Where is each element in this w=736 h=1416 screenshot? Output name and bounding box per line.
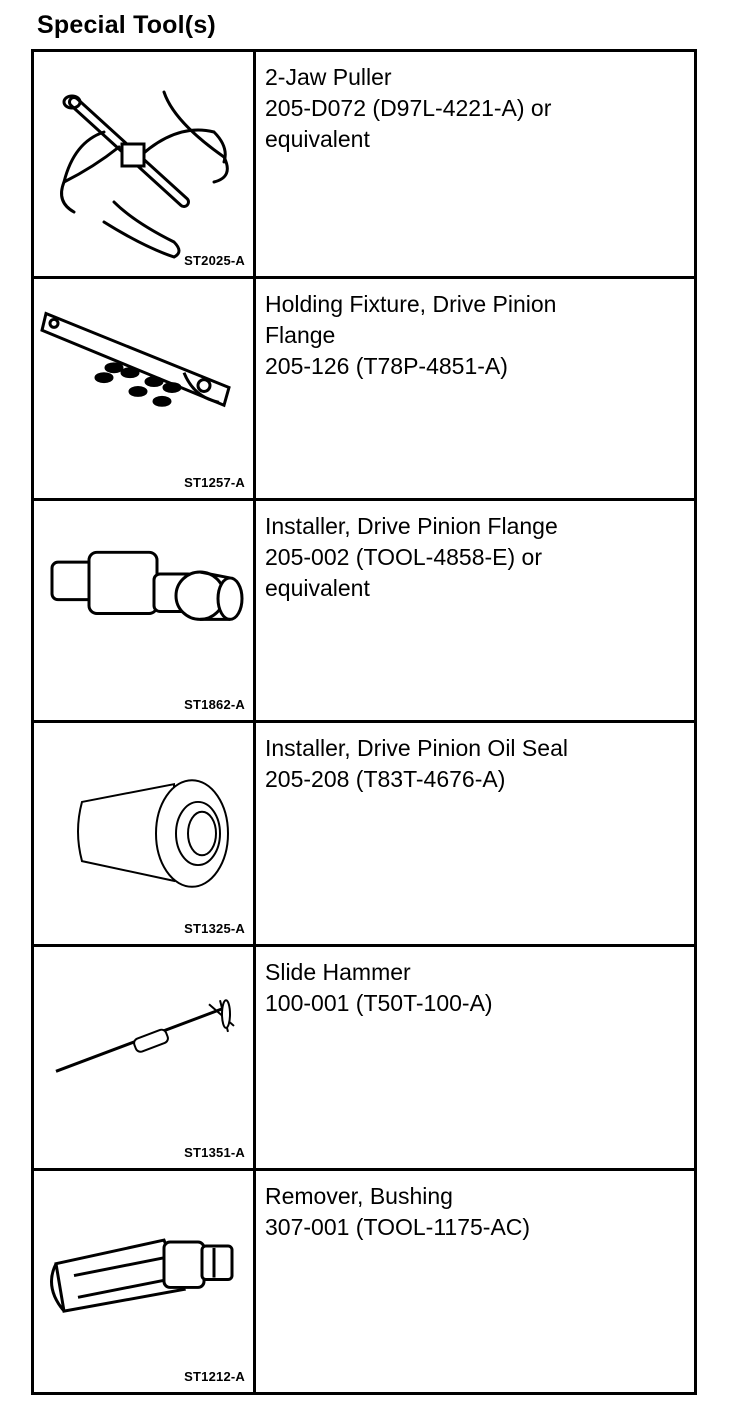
page-title: Special Tool(s) <box>37 11 216 39</box>
tool-name-continued: Flange <box>265 322 336 348</box>
tool-image-cell <box>34 279 256 498</box>
tool-name: 2-Jaw Puller <box>265 64 392 90</box>
table-row <box>34 944 694 1168</box>
table-row <box>34 498 694 720</box>
tool-name: Holding Fixture, Drive Pinion <box>265 291 557 317</box>
holding-fixture-icon <box>34 279 253 498</box>
tool-note: equivalent <box>265 126 370 152</box>
tool-image-cell <box>34 947 256 1168</box>
table-row <box>34 276 694 498</box>
tool-image-code: ST2025-A <box>184 253 245 268</box>
tool-description <box>265 733 686 795</box>
tool-description <box>265 957 686 1019</box>
tool-image-cell <box>34 723 256 944</box>
tool-note: equivalent <box>265 575 370 601</box>
tool-description <box>265 62 686 155</box>
oil-seal-installer-icon <box>34 723 253 944</box>
two-jaw-puller-icon <box>34 52 253 276</box>
tool-image-cell <box>34 52 256 276</box>
tool-description <box>265 511 686 604</box>
tool-number: 205-126 (T78P-4851-A) <box>265 353 508 379</box>
tool-name: Installer, Drive Pinion Oil Seal <box>265 735 568 761</box>
table-row <box>34 52 694 276</box>
tool-image-code: ST1862-A <box>184 697 245 712</box>
tool-number: 205-D072 (D97L-4221-A) or <box>265 95 552 121</box>
flange-installer-icon <box>34 501 253 720</box>
bushing-remover-icon <box>34 1171 253 1392</box>
table-row <box>34 1168 694 1392</box>
table-row <box>34 720 694 944</box>
tool-number: 100-001 (T50T-100-A) <box>265 990 493 1016</box>
tool-image-cell <box>34 1171 256 1392</box>
tool-number: 205-002 (TOOL-4858-E) or <box>265 544 542 570</box>
tool-image-code: ST1351-A <box>184 1145 245 1160</box>
tool-name: Slide Hammer <box>265 959 411 985</box>
tool-image-code: ST1212-A <box>184 1369 245 1384</box>
tool-description <box>265 1181 686 1243</box>
slide-hammer-icon <box>34 947 253 1168</box>
special-tools-table <box>31 49 697 1395</box>
tool-number: 307-001 (TOOL-1175-AC) <box>265 1214 531 1240</box>
tool-name: Installer, Drive Pinion Flange <box>265 513 558 539</box>
tool-image-cell <box>34 501 256 720</box>
tool-description <box>265 289 686 382</box>
tool-name: Remover, Bushing <box>265 1183 453 1209</box>
tool-image-code: ST1325-A <box>184 921 245 936</box>
tool-image-code: ST1257-A <box>184 475 245 490</box>
tool-number: 205-208 (T83T-4676-A) <box>265 766 506 792</box>
